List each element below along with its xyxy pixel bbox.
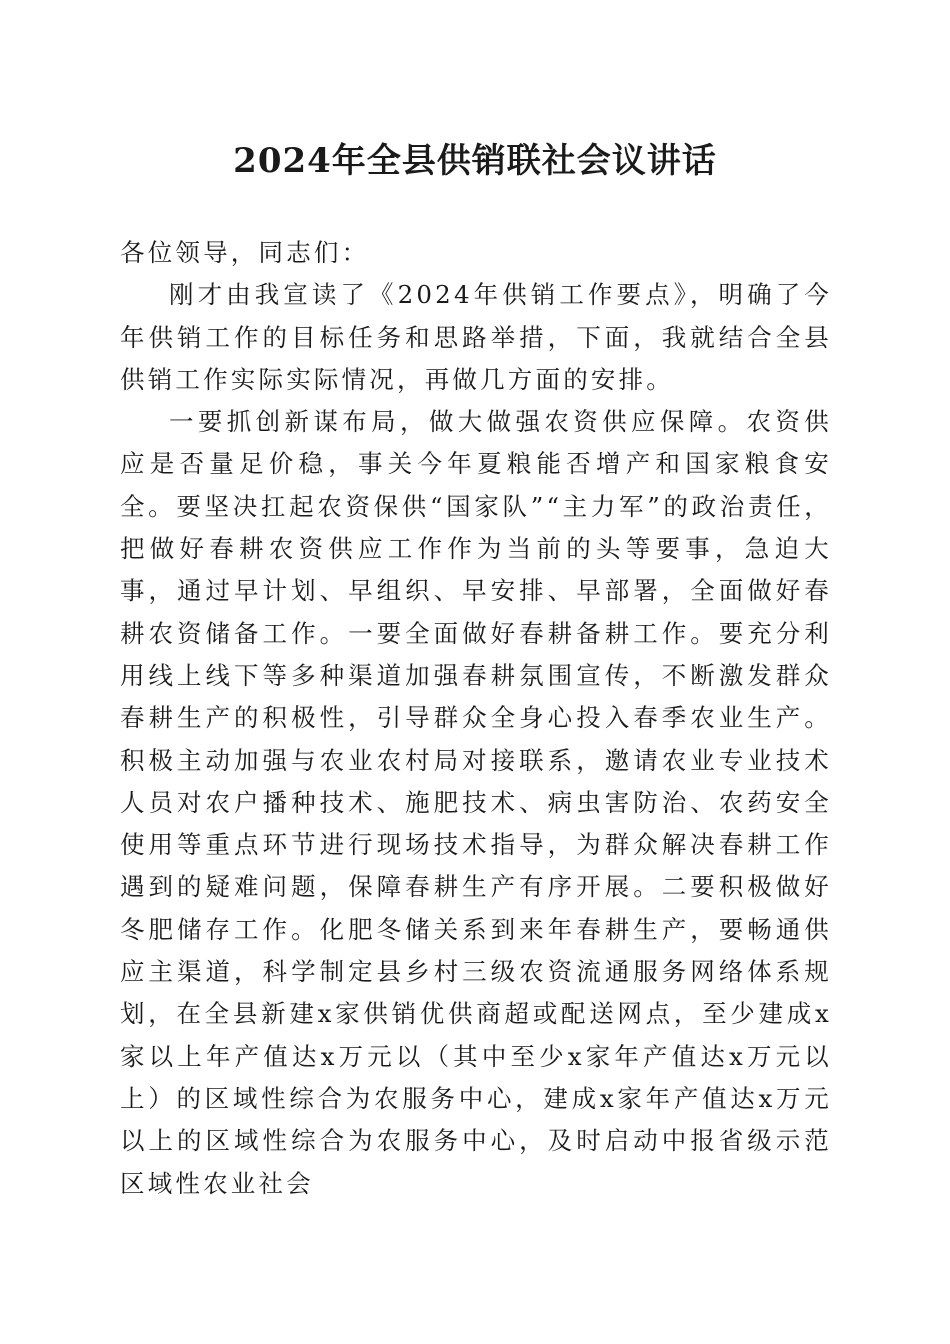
salutation: 各位领导，同志们：: [120, 238, 370, 267]
document-body: [120, 232, 832, 1205]
paragraph-agricultural-supply: 一要抓创新谋布局，做大做强农资供应保障。农资供应是否量足价稳，事关今年夏粮能否增产和国家粮食安全。要坚决扛起农资保供“国家队”“主力军”的政治责任，把做好春耕农资供应工作作为当前的头等要事，急迫大事，通过早计划、早组织、早安排、早部署，全面做好春耕农资储备工作。一要全面做好春耕备耕工作。要充分利用线上线下等多种渠道加强春耕氛围宣传，不断激发群众春耕生产的积极性，引导群众全身心投入春季农业生产。积极主动加强与农业农村局对接联系，邀请农业专业技术人员对农户播种技术、施肥技术、病虫害防治、农药安全使用等重点环节进行现场技术指导，为群众解决春耕工作遇到的疑难问题，保障春耕生产有序开展。二要积极做好冬肥储存工作。化肥冬储关系到来年春耕生产，要畅通供应主渠道，科学制定县乡村三级农资流通服务网络体系规划，在全县新建x家供销优供商超或配送网点，至少建成x家以上年产值达x万元以（其中至少x家年产值达x万元以上）的区域性综合为农服务中心，建成x家年产值达x万元以上的区域性综合为农服务中心，及时启动中报省级示范区域性农业社会: [120, 407, 832, 1198]
document-title: 2024年全县供销联社会议讲话: [233, 141, 717, 181]
paragraph-intro: 刚才由我宣读了《2024年供销工作要点》，明确了今年供销工作的目标任务和思路举措，下面，我就结合全县供销工作实际实际情况，再做几方面的安排。: [120, 280, 832, 394]
